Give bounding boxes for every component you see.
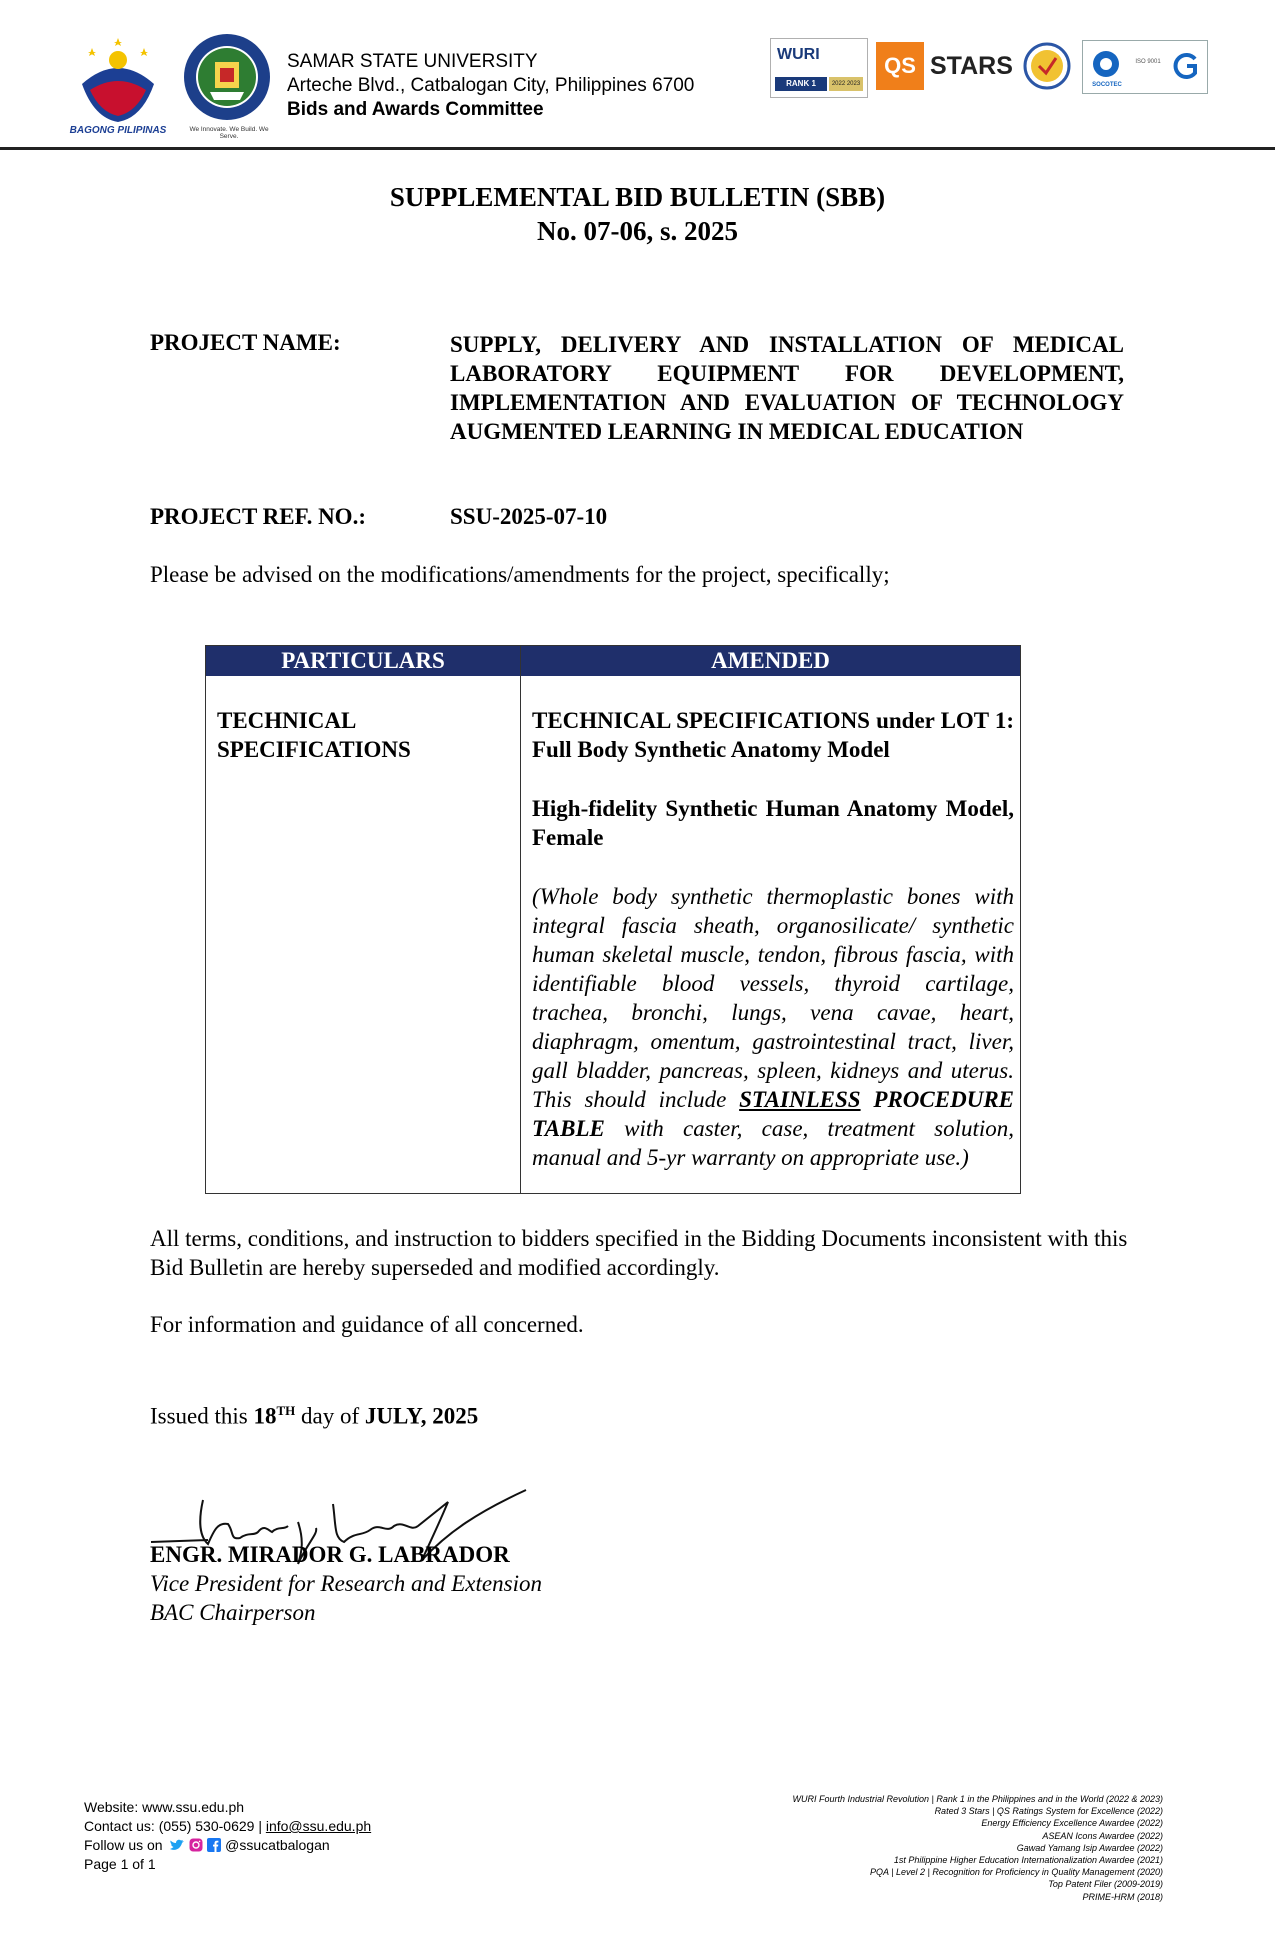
project-ref-label: PROJECT REF. NO.:: [150, 504, 366, 529]
header-divider: [0, 147, 1275, 150]
award-line: PQA | Level 2 | Recognition for Proficiency in Quality Management (2020): [870, 1867, 1163, 1878]
footer-email-link[interactable]: info@ssu.edu.ph: [265, 1818, 372, 1834]
particular-cell: TECHNICAL SPECIFICATIONS: [217, 708, 411, 762]
university-seal-icon: [182, 32, 272, 122]
award-medal-logo: [1022, 40, 1072, 92]
footer-social: [84, 1836, 371, 1855]
footer-awards: [733, 1793, 1163, 1903]
signatory-block: [150, 1540, 542, 1627]
bulletin-title: [0, 180, 1275, 248]
socotec-icon: [1091, 49, 1121, 79]
description-text: (Whole body synthetic thermoplastic bones with integral fascia sheath, organosilicate/ synthetic human skeletal muscle, tendon, fibrous fascia, with identifiable blood vessels, thyroid cartilage, trachea, bronchi, lungs, vena cavae, heart, diaphragm, omentum, gastrointestinal tract, liver, gall bladder, pancreas, spleen, kidneys and uterus. This should include: [532, 884, 1014, 1112]
instagram-icon[interactable]: [189, 1838, 203, 1852]
issued-line: [150, 1396, 478, 1431]
award-medal-icon: [1022, 40, 1072, 92]
signatory-role: BAC Chairperson: [150, 1600, 316, 1625]
issued-month-year: JULY, 2025: [364, 1403, 479, 1429]
signatory-name: ENGR. MIRADOR G. LABRADOR: [150, 1542, 510, 1567]
iso-certification-badge: [1082, 40, 1208, 94]
wuri-badge: [770, 38, 868, 98]
footer-contact: [84, 1798, 371, 1874]
issued-day-suffix: TH: [276, 1403, 296, 1418]
award-line: Gawad Yamang Isip Awardee (2022): [1016, 1842, 1163, 1853]
footer-phone: Contact us: (055) 530-0629 |: [84, 1818, 266, 1834]
bulletin-title-line1: SUPPLEMENTAL BID BULLETIN (SBB): [389, 182, 886, 212]
wuri-years: 2022 2023: [829, 77, 863, 91]
amended-heading: TECHNICAL SPECIFICATIONS under LOT 1: Full Body Synthetic Anatomy Model: [532, 708, 1014, 762]
footer-contact-line: [84, 1817, 371, 1836]
project-ref-value: SSU-2025-07-10: [450, 504, 608, 529]
bulletin-number: No. 07-06, s. 2025: [537, 216, 738, 246]
amended-item-name: High-fidelity Synthetic Human Anatomy Model, Female: [532, 796, 1014, 850]
award-line: Top Patent Filer (2009-2019): [1048, 1879, 1163, 1890]
facebook-icon[interactable]: [207, 1838, 221, 1852]
emphasis-procedure-table: PROCEDURE TABLE: [532, 1087, 1014, 1141]
award-line: WURI Fourth Industrial Revolution | Rank 1 in the Philippines and in the World (2022 & 2023): [792, 1794, 1163, 1804]
table-column-divider: [520, 646, 521, 1193]
project-name-value: SUPPLY, DELIVERY AND INSTALLATION OF MEDICAL LABORATORY EQUIPMENT FOR DEVELOPMENT, IMPLEMENTATION AND EVALUATION OF TECHNOLOGY AUGMENTED LEARNING IN MEDICAL EDUCATION: [450, 332, 1124, 444]
ssu-seal-logo: [182, 32, 276, 140]
project-name-label: PROJECT NAME:: [150, 330, 341, 355]
footer-follow-label: Follow us on: [84, 1837, 163, 1853]
award-line: ASEAN Icons Awardee (2022): [1042, 1830, 1163, 1841]
office-name: Bids and Awards Committee: [287, 99, 544, 120]
university-address: Arteche Blvd., Catbalogan City, Philippines 6700: [287, 75, 695, 96]
table-header-particulars: PARTICULARS: [206, 646, 520, 676]
emphasis-stainless: STAINLESS: [739, 1087, 861, 1112]
issued-middle: day of: [295, 1403, 365, 1429]
issued-prefix: Issued this: [150, 1403, 254, 1429]
bagong-pilipinas-logo: [62, 32, 174, 140]
university-tagline: We Innovate. We Build. We Serve.: [189, 126, 269, 140]
bagong-pilipinas-caption: BAGONG PILIPINAS: [69, 125, 167, 136]
award-line: PRIME-HRM (2018): [1082, 1891, 1163, 1902]
socotec-label: SOCOTEC: [1092, 82, 1122, 88]
university-seal-ring-text: [176, 28, 189, 29]
award-line: Energy Efficiency Excellence Awardee (2022): [981, 1818, 1163, 1829]
table-header-amended: AMENDED: [521, 646, 1020, 676]
qs-badge: QS: [876, 42, 924, 90]
qs-stars-label: STARS: [930, 52, 1013, 80]
guidance-statement: For information and guidance of all concerned.: [150, 1312, 584, 1337]
closing-statement: All terms, conditions, and instruction to bidders specified in the Bidding Documents inconsistent with this Bid Bulletin are hereby superseded and modified accordingly.: [150, 1226, 1128, 1280]
footer-social-handle[interactable]: @ssucatbalogan: [225, 1837, 330, 1853]
award-line: Rated 3 Stars | QS Ratings System for Excellence (2022): [934, 1806, 1163, 1817]
description-text-end: with caster, case, treatment solution, manual and 5-yr warranty on appropriate use.): [532, 1116, 1014, 1170]
award-line: 1st Philippine Higher Education Internationalization Awardee (2021): [893, 1855, 1163, 1866]
amendment-table: [205, 645, 1021, 1194]
wuri-logo: WURI: [777, 46, 820, 63]
wuri-rank: RANK 1: [775, 77, 827, 91]
footer-website[interactable]: Website: www.ssu.edu.ph: [84, 1799, 245, 1815]
amended-description: [532, 882, 1014, 1172]
signatory-title: Vice President for Research and Extension: [150, 1571, 542, 1596]
accreditation-icon: [1171, 51, 1201, 81]
footer-page-number: Page 1 of 1: [84, 1856, 156, 1872]
intro-text: Please be advised on the modifications/amendments for the project, specifically;: [150, 562, 890, 587]
issued-day: 18: [253, 1403, 277, 1429]
university-name: SAMAR STATE UNIVERSITY: [287, 51, 538, 72]
twitter-icon[interactable]: [169, 1839, 185, 1852]
university-info: [287, 50, 694, 122]
iso-label: ISO 9001: [1135, 59, 1161, 65]
bagong-pilipinas-emblem-icon: [62, 32, 174, 140]
